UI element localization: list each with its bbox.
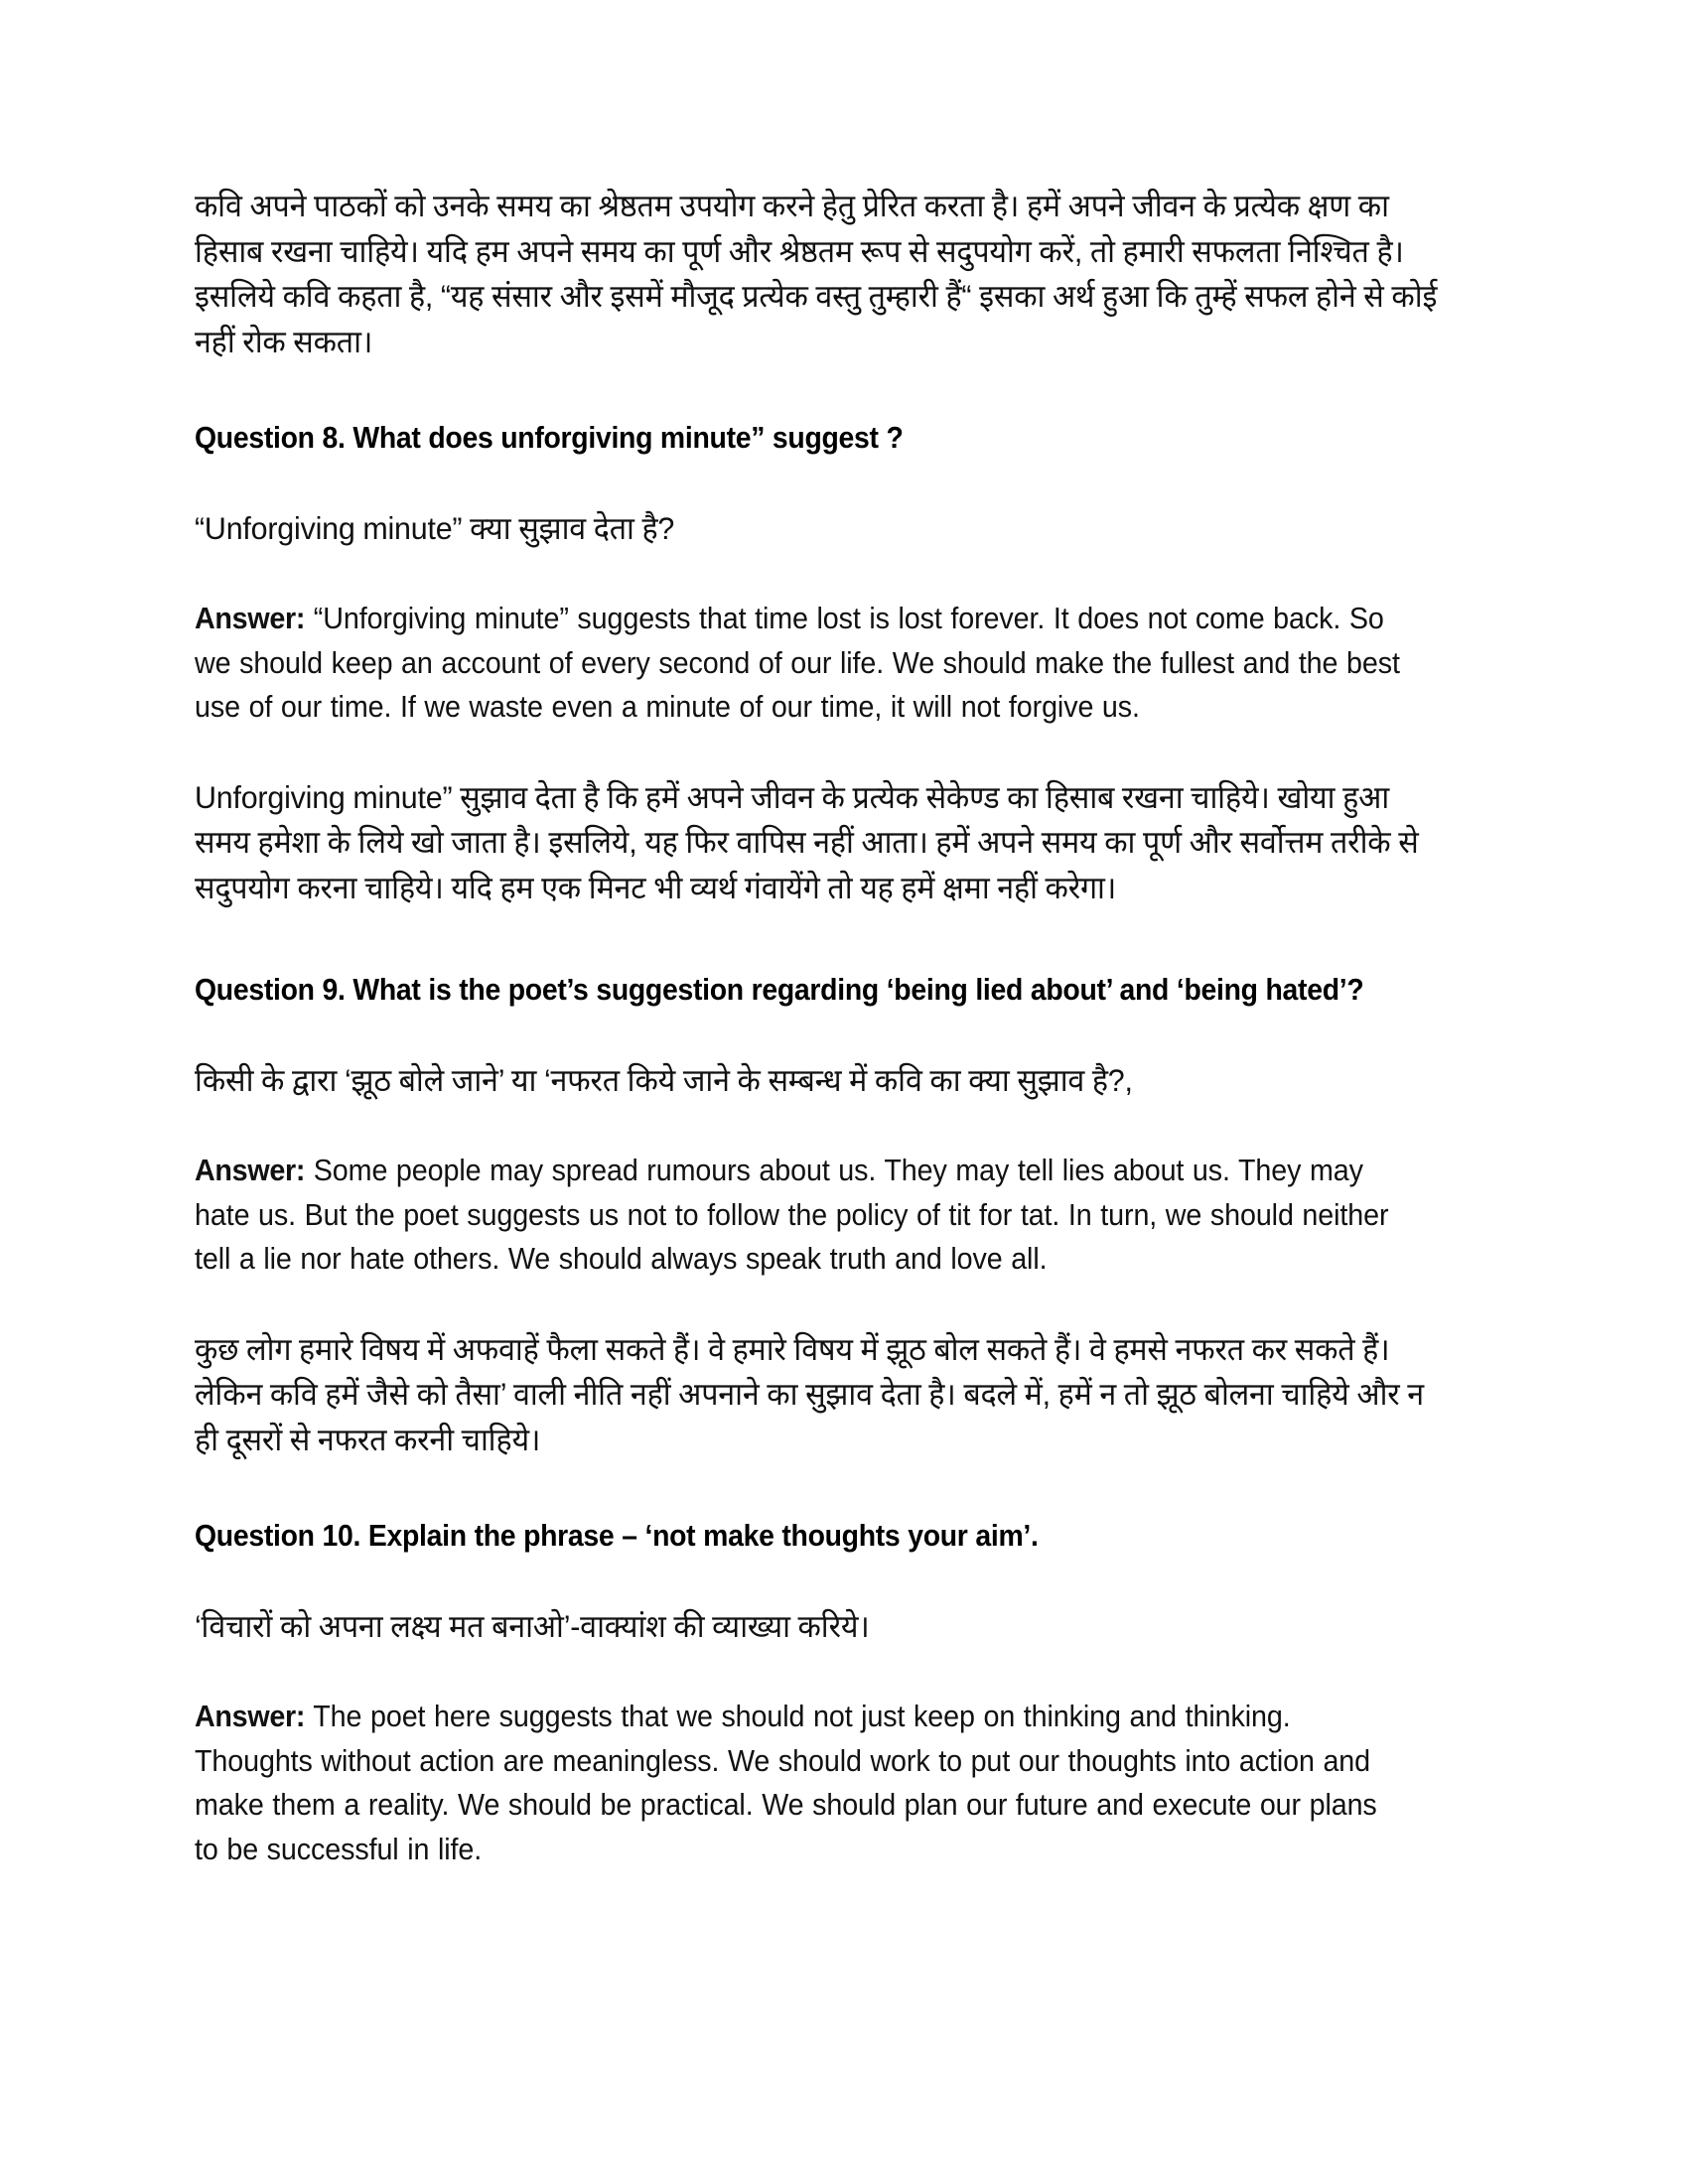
question-8-answer-hindi: Unforgiving minute” सुझाव देता है कि हमें अपने जीवन के प्रत्येक सेकेण्ड का हिसाब रखना चाहिये। खोया हुआ समय हमेशा के लिये खो जाता है। इसलिये, यह फिर वापिस नहीं आता। हमें अपने समय का पूर्ण और सर्वोत्तम तरीके से सदुपयोग करना चाहिये। यदि हम एक मिनट भी व्यर्थ गंवायेंगे तो यह हमें क्षमा नहीं करेगा। [195, 778, 1419, 905]
spacer [195, 730, 1485, 775]
question-9-answer-hindi: कुछ लोग हमारे विषय में अफवाहें फैला सकते हैं। वे हमारे विषय में झूठ बोल सकते हैं। वे हमसे नफरत कर सकते हैं। लेकिन कवि हमें जैसे को तैसा’ वाली नीति नहीं अपनाने का सुझाव देता है। बदले में, हमें न तो झूठ बोलना चाहिये और न ही दूसरों से नफरत करनी चाहिये। [195, 1330, 1424, 1457]
question-9-answer-english [195, 1149, 1408, 1282]
question-9-translation: किसी के द्वारा ‘झूठ बोले जाने’ या ‘नफरत किये जाने के सम्बन्ध में कवि का क्या सुझाव है?, [195, 1061, 1133, 1098]
intro-paragraph: कवि अपने पाठकों को उनके समय का श्रेष्ठतम उपयोग करने हेतु प्रेरित करता है। हमें अपने जीवन के प्रत्येक क्षण का हिसाब रखना चाहिये। यदि हम अपने समय का पूर्ण और श्रेष्ठतम रूप से सदुपयोग करें, तो हमारी सफलता निश्चित है। इसलिये कवि कहता है, “यह संसार और इसमें मौजूद प्रत्येक वस्तु तुम्हारी हैं“ इसका अर्थ हुआ कि तुम्हें सफल होने से कोई नहीं रोक सकता। [195, 188, 1438, 359]
answer-label: Answer: [195, 602, 306, 635]
spacer [195, 1559, 1485, 1604]
answer-text: Some people may spread rumours about us. They may tell lies about us. They may hate us. But the poet suggests us not to follow the policy of tit for tat. In turn, we should neither tell a lie nor hate others. We should always speak truth and love all. [195, 1154, 1389, 1276]
question-10-answer-english [195, 1695, 1408, 1871]
spacer [195, 1282, 1485, 1327]
spacer [195, 910, 1485, 968]
answer-text: “Unforgiving minute” suggests that time lost is lost forever. It does not come back. So we should keep an account of every second of our life. We should make the fullest and the best use of our time. If we waste even a minute of our time, it will not forgive us. [195, 602, 1400, 724]
spacer [195, 1462, 1485, 1514]
question-9-heading: Question 9. What is the poet’s suggestion regarding ‘being lied about’ and ‘being hated’? [195, 973, 1364, 1007]
question-8-translation: “Unforgiving minute” क्या सुझाव देता है? [195, 509, 675, 546]
spacer [195, 1103, 1485, 1149]
spacer [195, 1013, 1485, 1058]
answer-text: The poet here suggests that we should not just keep on thinking and thinking. Thoughts without action are meaningless. We should work to put our thoughts into action and make them a reality. We should be practical. We should plan our future and execute our plans to be successful in life. [195, 1700, 1377, 1866]
spacer [195, 1649, 1485, 1695]
spacer [195, 461, 1485, 506]
answer-label: Answer: [195, 1154, 306, 1187]
spacer [195, 551, 1485, 597]
answer-label: Answer: [195, 1700, 306, 1733]
page-content [195, 184, 1485, 1871]
spacer [195, 364, 1485, 416]
question-10-heading: Question 10. Explain the phrase – ‘not make thoughts your aim’. [195, 1519, 1039, 1553]
question-8-answer-english [195, 597, 1408, 730]
question-10-translation: ‘विचारों को अपना लक्ष्य मत बनाओ’-वाक्यांश की व्याख्या करिये। [195, 1607, 870, 1644]
question-8-heading: Question 8. What does unforgiving minute” suggest ? [195, 421, 904, 455]
